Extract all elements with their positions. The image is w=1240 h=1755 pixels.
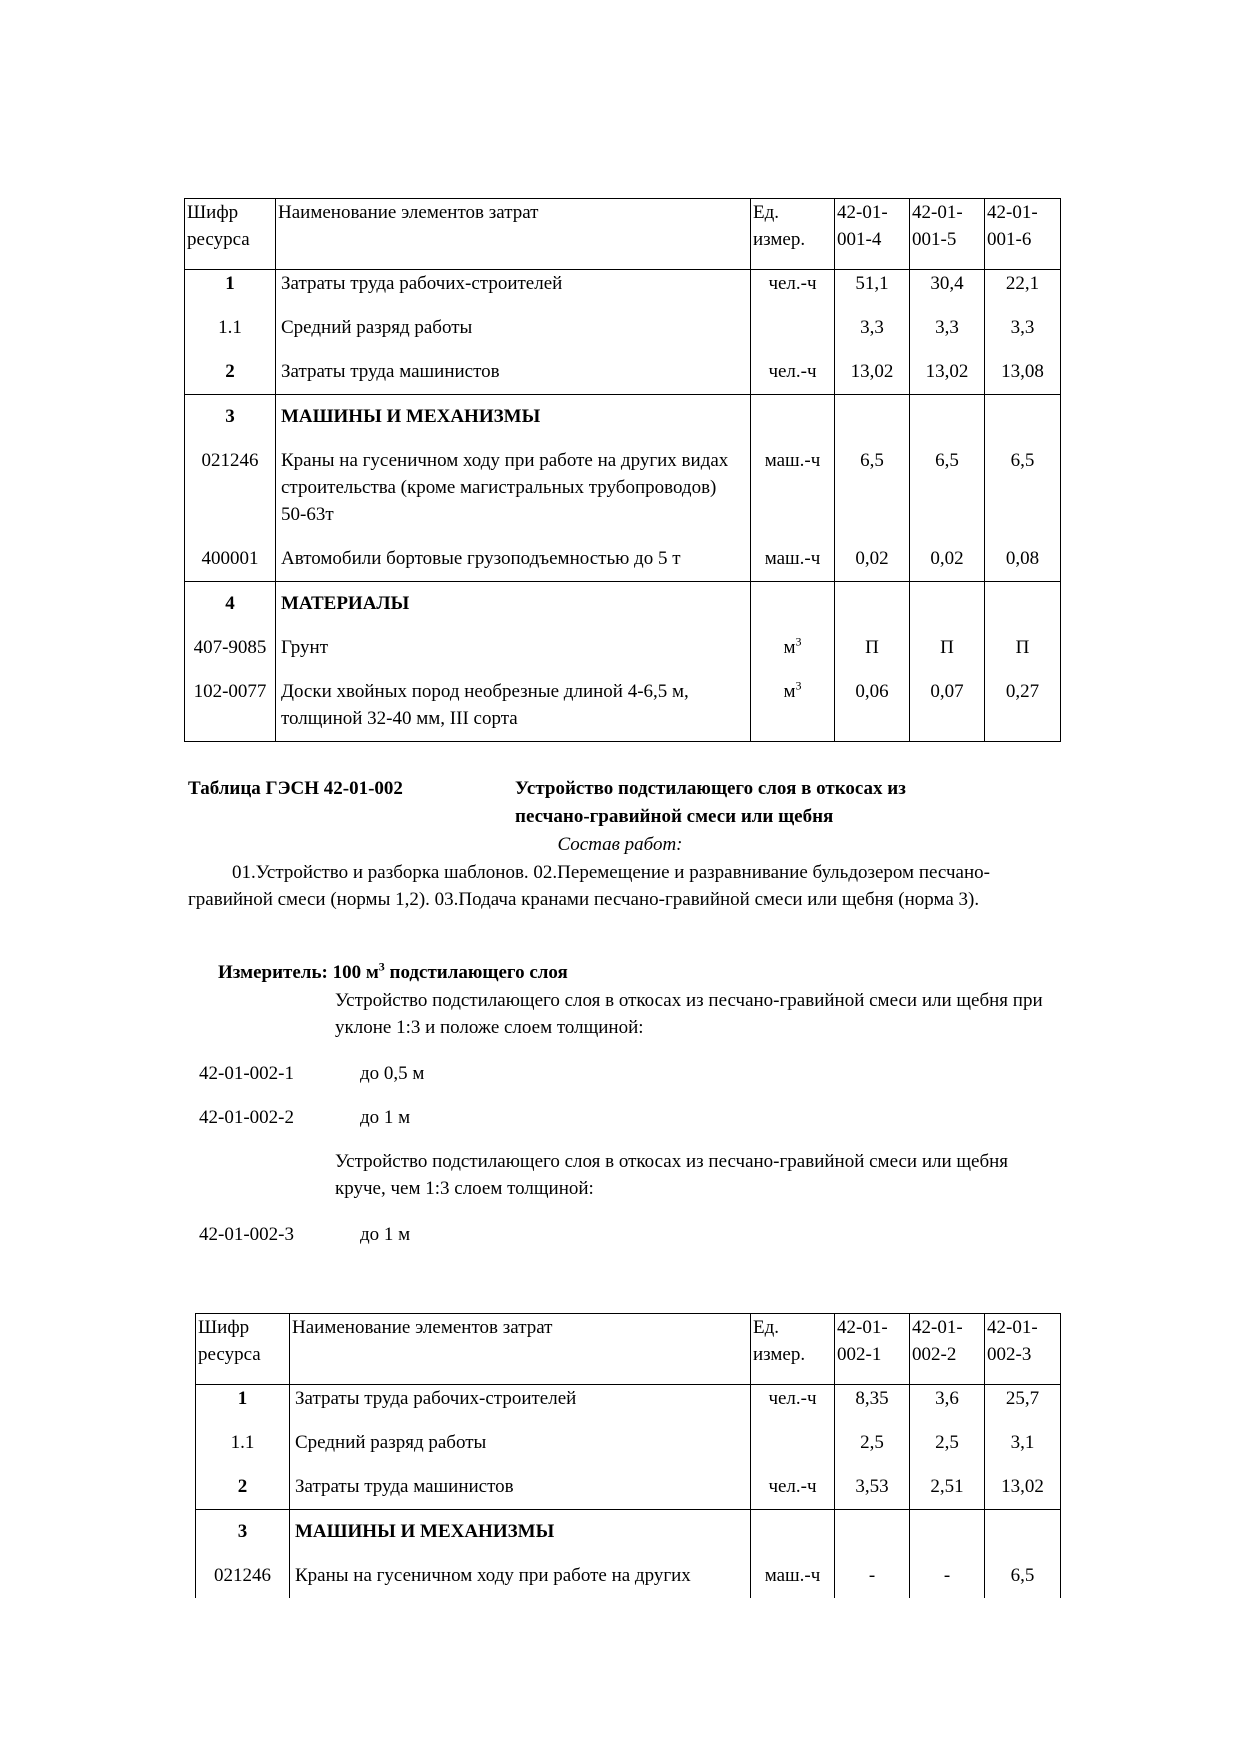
row-value: 0,07 [910,670,985,742]
row-value [835,1510,910,1555]
header-col-2: 42-01-001-5 [910,199,985,270]
row-name: Затраты труда рабочих-строителей [290,1385,751,1422]
row-code: 1.1 [196,1421,290,1465]
row-value: 6,5 [985,1554,1061,1598]
row-value: 3,3 [835,306,910,350]
row-value [910,1510,985,1555]
table-row [185,670,1061,742]
row-value: 3,6 [910,1385,985,1422]
row-code: 1 [185,270,276,307]
row-value: 0,06 [835,670,910,742]
row-value: 3,3 [910,306,985,350]
unit-text: м [783,681,796,702]
row-value [985,1510,1061,1555]
row-value: П [985,626,1061,670]
table-row [185,537,1061,582]
header-col-1: 42-01-002-1 [835,1314,910,1385]
row-unit: маш.-ч [751,537,835,582]
row-unit: чел.-ч [751,1465,835,1510]
unit-exponent: 3 [795,678,802,693]
table-row [185,439,1061,537]
table-section-row [185,582,1061,627]
header-col-1: 42-01-001-4 [835,199,910,270]
row-code: 021246 [196,1554,290,1598]
norm-code: 42-01-002-1 [199,1063,294,1084]
norm-code: 42-01-002-2 [199,1107,294,1128]
table-section-row [196,1510,1061,1555]
table-row [196,1421,1061,1465]
row-code: 1.1 [185,306,276,350]
row-value: 0,27 [985,670,1061,742]
row-value: 51,1 [835,270,910,307]
row-unit: чел.-ч [751,350,835,395]
row-name: Краны на гусеничном ходу при работе на других видах строительства (кроме магистральных трубопроводов) 50-63т [276,439,751,537]
table-label: Таблица ГЭСН 42-01-002 [188,778,403,799]
table-row [185,626,1061,670]
row-unit [751,1421,835,1465]
row-name: Затраты труда рабочих-строителей [276,270,751,307]
row-code: 4 [185,582,276,627]
row-value: 0,02 [835,537,910,582]
meter-exponent: 3 [378,959,385,974]
header-code: Шифр ресурса [185,199,276,270]
norm-group-description-1: Устройство подстилающего слоя в откосах из песчано-гравийной смеси или щебня при уклоне 1:3 и положе слоем толщиной: [335,990,1043,1038]
row-code: 3 [196,1510,290,1555]
row-code: 102-0077 [185,670,276,742]
row-value [985,395,1061,440]
row-value: 2,5 [910,1421,985,1465]
row-code: 407-9085 [185,626,276,670]
row-unit: маш.-ч [751,1554,835,1598]
row-name: Грунт [276,626,751,670]
unit-exponent: 3 [795,634,802,649]
row-value: П [835,626,910,670]
table-row [185,306,1061,350]
row-value [910,582,985,627]
row-value: 6,5 [835,439,910,537]
norm-text: до 1 м [360,1107,411,1128]
row-value [985,582,1061,627]
row-name: Доски хвойных пород необрезные длиной 4-6,5 м, толщиной 32-40 мм, III сорта [276,670,751,742]
norm-code: 42-01-002-3 [199,1224,294,1245]
header-col-2: 42-01-002-2 [910,1314,985,1385]
row-unit: чел.-ч [751,270,835,307]
table-section-row [185,395,1061,440]
row-name: Средний разряд работы [290,1421,751,1465]
norm-line-1 [199,1060,424,1087]
row-value: 30,4 [910,270,985,307]
norm-text: до 1 м [360,1224,411,1245]
norm-text: до 0,5 м [360,1063,425,1084]
table-row [196,1465,1061,1510]
meter-line [218,959,568,987]
row-value: 13,02 [910,350,985,395]
row-unit [751,306,835,350]
row-code: 400001 [185,537,276,582]
row-unit: чел.-ч [751,1385,835,1422]
table-row [196,1385,1061,1422]
norm-group-description-2: Устройство подстилающего слоя в откосах из песчано-гравийной смеси или щебня круче, чем 1:3 слоем толщиной: [335,1151,1009,1199]
row-unit: маш.-ч [751,439,835,537]
row-code: 021246 [185,439,276,537]
table-row [185,350,1061,395]
meter-prefix: Измеритель: 100 м [218,962,379,983]
header-unit: Ед. измер. [751,1314,835,1385]
table-row [185,270,1061,307]
norm-line-2 [199,1104,410,1131]
row-name: Средний разряд работы [276,306,751,350]
row-code: 3 [185,395,276,440]
header-code: Шифр ресурса [196,1314,290,1385]
row-unit [751,582,835,627]
row-value: 8,35 [835,1385,910,1422]
unit-text: м [783,637,796,658]
row-name: Автомобили бортовые грузоподъемностью до 5 т [276,537,751,582]
meter-suffix: подстилающего слоя [384,962,568,983]
row-value: 6,5 [985,439,1061,537]
row-value [910,395,985,440]
header-col-3: 42-01-002-3 [985,1314,1061,1385]
row-value [835,582,910,627]
row-unit [751,395,835,440]
table-row [196,1554,1061,1598]
works-description: 01.Устройство и разборка шаблонов. 02.Перемещение и разравнивание бульдозером песчано-гравийной смеси (нормы 1,2). 03.Подача кранами песчано-гравийной смеси или щебня (норма 3). [188,862,990,910]
row-value: - [910,1554,985,1598]
table-header-row [185,199,1061,270]
row-name: Затраты труда машинистов [290,1465,751,1510]
row-value: 22,1 [985,270,1061,307]
table-header-row [196,1314,1061,1385]
row-code: 2 [196,1465,290,1510]
norm-line-3 [199,1221,410,1248]
row-value: 0,08 [985,537,1061,582]
row-value: 13,08 [985,350,1061,395]
header-name: Наименование элементов затрат [290,1314,751,1385]
row-name: Затраты труда машинистов [276,350,751,395]
section-title: МАШИНЫ И МЕХАНИЗМЫ [276,395,751,440]
resource-table-2 [195,1313,1061,1598]
header-unit: Ед. измер. [751,199,835,270]
row-value: 2,5 [835,1421,910,1465]
row-value: 3,53 [835,1465,910,1510]
row-code: 1 [196,1385,290,1422]
row-value: 25,7 [985,1385,1061,1422]
composition-heading [0,831,1240,859]
row-value: - [835,1554,910,1598]
table-title: Устройство подстилающего слоя в откосах из песчано-гравийной смеси или щебня [515,778,906,827]
row-value: 6,5 [910,439,985,537]
section-title: МАШИНЫ И МЕХАНИЗМЫ [290,1510,751,1555]
row-value: П [910,626,985,670]
row-unit [751,1510,835,1555]
row-value: 13,02 [985,1465,1061,1510]
row-value [835,395,910,440]
row-unit [751,670,835,742]
composition-label: Состав работ: [557,834,683,855]
row-code: 2 [185,350,276,395]
section-title: МАТЕРИАЛЫ [276,582,751,627]
row-unit [751,626,835,670]
row-value: 3,1 [985,1421,1061,1465]
row-value: 3,3 [985,306,1061,350]
row-value: 13,02 [835,350,910,395]
resource-table-1 [184,198,1061,742]
row-name: Краны на гусеничном ходу при работе на других [290,1554,751,1598]
header-col-3: 42-01-001-6 [985,199,1061,270]
header-name: Наименование элементов затрат [276,199,751,270]
row-value: 2,51 [910,1465,985,1510]
row-value: 0,02 [910,537,985,582]
